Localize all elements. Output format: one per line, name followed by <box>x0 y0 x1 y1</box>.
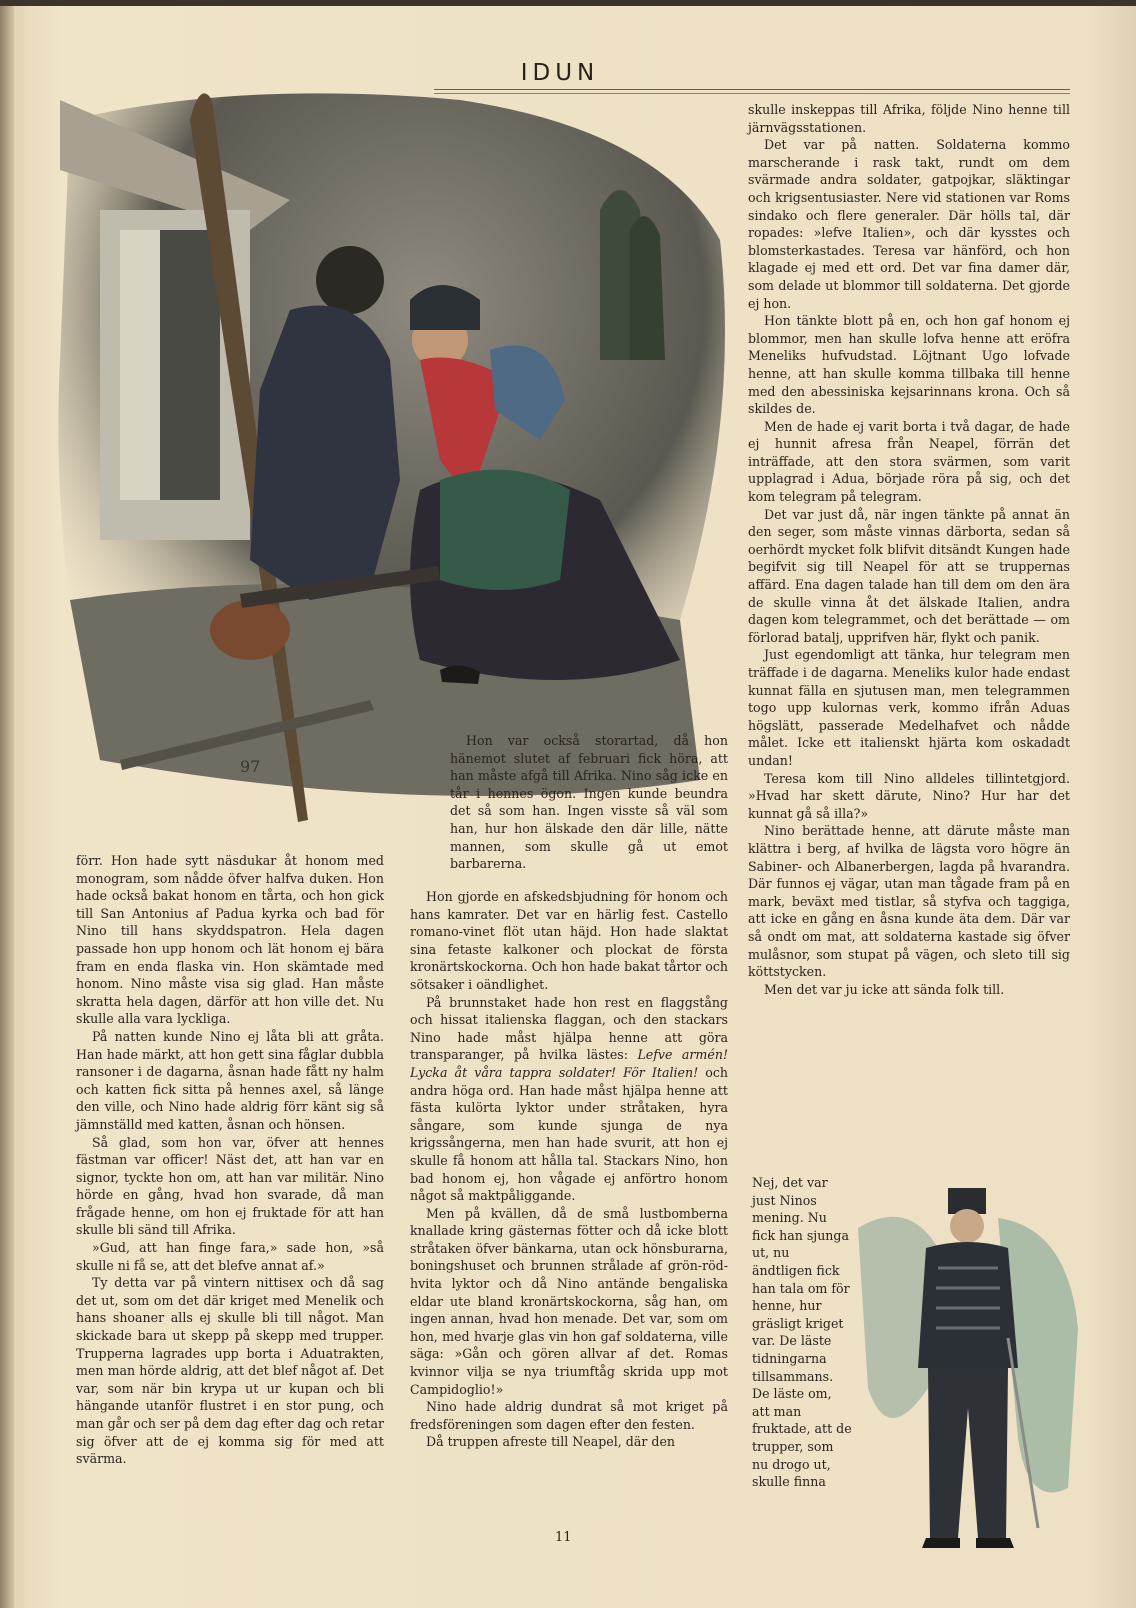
paragraph: Hon var också storartad, då hon hänemot slutet af februari fick höra, att han måste afgå till Afrika. Nino såg icke en tår i hennes ögon. Ingen kunde beundra det så som han. Ingen visste så väl som han, hur hon älskade den där lille, nätte mannen, som skulle gå ut emot barbarerna. <box>450 733 728 872</box>
paragraph: Ty detta var på vintern nittisex och då sag det ut, som om det där kriget med Menelik och hans shoaner alls ej skulle bli till något. Man skickade bara ut skepp på skepp med trupper. Trupperna lagrades upp borta i Aduatrakten, men man hörde aldrig, att det blef något af. Det var, som när bin krypa ut ur kupan och bli hängande utanför flustret i en stor pung, och man går och ser på dem dag efter dag och retar sig öfver att de ej komma sig för med att svärma. <box>76 1275 384 1467</box>
doorway <box>120 230 160 500</box>
boots <box>922 1538 1014 1548</box>
paragraph: Men det var ju icke att sända folk till. <box>764 981 1005 997</box>
paragraph: Så glad, som hon var, öfver att hennes fästman var officer! Näst det, att han var en signor, tyckte hon om, att han var militär. Nino hörde en gång, hvad hon svarade, då man frågade henne, om hon ej fruktade för att han skulle bli sänd till Afrika. <box>76 1134 384 1238</box>
paragraph: På natten kunde Nino ej låta bli att gråta. Han hade märkt, att hon gett sina fåglar dubbla ransoner i de dagarna, åsnan hade fått ny halm och katten fick sitta på hennes axel, så länge den ville, och Nino hade aldrig förr känt sig så jämnställd med katten, åsnan och hönsen. <box>76 1028 384 1132</box>
paragraph: Just egendomligt att tänka, hur telegram men träffade i de dagarna. Meneliks kulor hade endast kunnat fälla en sjutusen man, men telegrammen togo upp kulornas verk, kommo ifrån Aduas högslätt, passerade Medelhafvet och nådde målet. Icke ett italienskt hjärta kom oskadadt undan! <box>748 647 1070 768</box>
top-edge <box>0 0 1136 6</box>
text-run: På brunnstaket hade hon rest en flaggstång och hissat italienska flaggan, och den stackars Nino hade måst hjälpa henne att göra transparanger, på hvilka lästes: <box>410 994 728 1063</box>
italic-slogans: Lefve armén! Lycka åt våra tappra soldater! För Italien! <box>410 1047 728 1080</box>
doorway-shadow <box>160 230 220 500</box>
paragraph: Men de hade ej varit borta i två dagar, de hade ej hunnit afresa från Neapel, förrän det inträffade, att den stora svärmen, som varit upplagrad i Adua, började röra på sig, och det kom telegram på telegram. <box>748 418 1070 505</box>
column-2 <box>410 888 728 1451</box>
paragraph: Nej, det var just Ninos mening. Nu fick han sjunga ut, nu ändtligen fick han tala om för henne, hur gräsligt kriget var. De läste tidningarna tillsammans. De läste om, att man fruktade, att de trupper, som nu drogo ut, skulle finna <box>752 1175 852 1490</box>
column-2-top <box>450 732 728 873</box>
artist-signature: 97 <box>240 757 261 776</box>
masthead: IDUN <box>520 60 600 86</box>
paragraph: Nino hade aldrig dundrat så mot kriget på fredsföreningen som dagen efter den festen. <box>410 1399 728 1432</box>
paragraph: Det var på natten. Soldaterna kommo marscherande i rask takt, rundt om dem svärmade andra soldater, gatpojkar, släktingar och krigsentusiaster. Nere vid stationen var Roms sindako och flere generaler. Där hölls tal, där ropades: »lefve Italien», och där kysstes och blomsterkastades. Teresa var hänförd, och hon klagade ej med ett ord. Det var fina damer där, som delade ut blommor till soldaterna. Det gjorde ej hon. <box>748 137 1070 311</box>
column-3-bottom-narrow <box>752 1174 852 1491</box>
paragraph: Hon gjorde en afskedsbjudning för honom och hans kamrater. Det var en härlig fest. Castello romano-vinet flöt utan häjd. Hon hade slaktat sina fetaste kalkoner och plockat de första kronärtskockorna. Och hon hade bakat tårtor och sötsaker i oändlighet. <box>410 889 728 992</box>
cypress-tree <box>630 216 665 360</box>
paragraph: förr. Hon hade sytt näsdukar åt honom med monogram, som nådde öfver halfva duken. Hon hade också bakat honom en tårta, och hon gick till San Antonius af Padua kyrka och bad för Nino till hans skyddspatron. Hela dagen passade hon upp honom och lät honom ej bära fram en enda flaska vin. Hon skämtade med honom. Nino måste visa sig glad. Han måste skratta hela dagen, därför att hon ville det. Nu skulle alla vara lyckliga. <box>76 853 384 1027</box>
paragraph: »Gud, att han finge fara,» sade hon, »så skulle ni få se, att det blefve annat af.» <box>76 1240 384 1273</box>
paragraph: skulle inskeppas till Afrika, följde Nino henne till järnvägsstationen. <box>748 102 1070 135</box>
paragraph <box>410 994 728 1205</box>
page-number: 11 <box>555 1530 572 1545</box>
paragraph: Teresa kom till Nino alldeles tillintetgjord. »Hvad har skett därute, Nino? Hur har det kunnat gå så illa?» <box>748 770 1070 821</box>
soldier-head <box>950 1209 984 1243</box>
paragraph: Då truppen afreste till Neapel, där den <box>426 1434 676 1450</box>
paragraph: Hon tänkte blott på en, och hon gaf honom ej blommor, men han skulle lofva henne att eröfra Meneliks hufvudstad. Löjtnant Ugo lofvade henne, att han skulle komma tillbaka till henne med den abessiniska kejsarinnans krona. Och så skildes de. <box>748 313 1070 417</box>
text-run: och andra höga ord. Han hade måst hjälpa henne att fästa kulörta lyktor under stråtaken, hyra sångare, som kunde sjunga de nya krigssångerna, men han hade svurit, att hon ej skulle få honom att hålla tal. Stackars Nino, hon bad honom ej, hon vågade ej anförtro honom något så maktpåliggande. <box>410 1064 728 1204</box>
column-1 <box>76 852 384 1468</box>
paragraph: Nino berättade henne, att därute måste man klättra i berg, af hvilka de lägsta voro högre än Sabiner- och Albanerbergen, lagda på hvarandra. Där funnos ej vägar, utan man tågade fram på en mark, beväxt med tistlar, så styfva och taggiga, att icke en gång en åsna kunde äta dem. Där var så ondt om mat, att soldaterna kastade sig öfver mulåsnor, som stupat på vägen, och sleto till sig köttstycken. <box>748 823 1070 980</box>
paragraph: Det var just då, när ingen tänkte på annat än den seger, som måste vinnas därborta, sedan så oerhördt mycket folk blifvit ditsändt Kungen hade begifvit sig till Neapel för att se truppernas affärd. Ena dagen talade han till dem om den ära de skulle vinna åt det älskade Italien, andra dagen kom telegrammet, och det berättade — om förlorad batalj, upprifven här, flykt och panik. <box>748 506 1070 645</box>
basket <box>210 600 290 660</box>
uniform-trousers <box>928 1368 1008 1538</box>
man-head <box>316 246 384 314</box>
page-binding-shadow <box>0 0 14 1608</box>
uniform-tunic <box>918 1242 1018 1368</box>
soldier-illustration <box>848 1188 1088 1568</box>
paragraph: Men på kvällen, då de små lustbomberna knallade kring gästernas fötter och då icke blott stråtaken öfver bänkarna, utan ock hönsburarna, boningshuset och brunnen strålade af grön-röd-hvita lyktor och då Nino antände bengaliska eldar ute bland kronärtskockorna, såg han, om ingen annan, hvad hon menade. Det var, som om hon, med hvarje glas vin hon gaf soldaterna, ville säga: »Gån och gören allvar af det. Romas kvinnor vilja se nya triumftåg skrida upp mot Campidoglio!» <box>410 1205 728 1397</box>
green-apron <box>440 470 570 590</box>
column-3 <box>748 101 1070 998</box>
